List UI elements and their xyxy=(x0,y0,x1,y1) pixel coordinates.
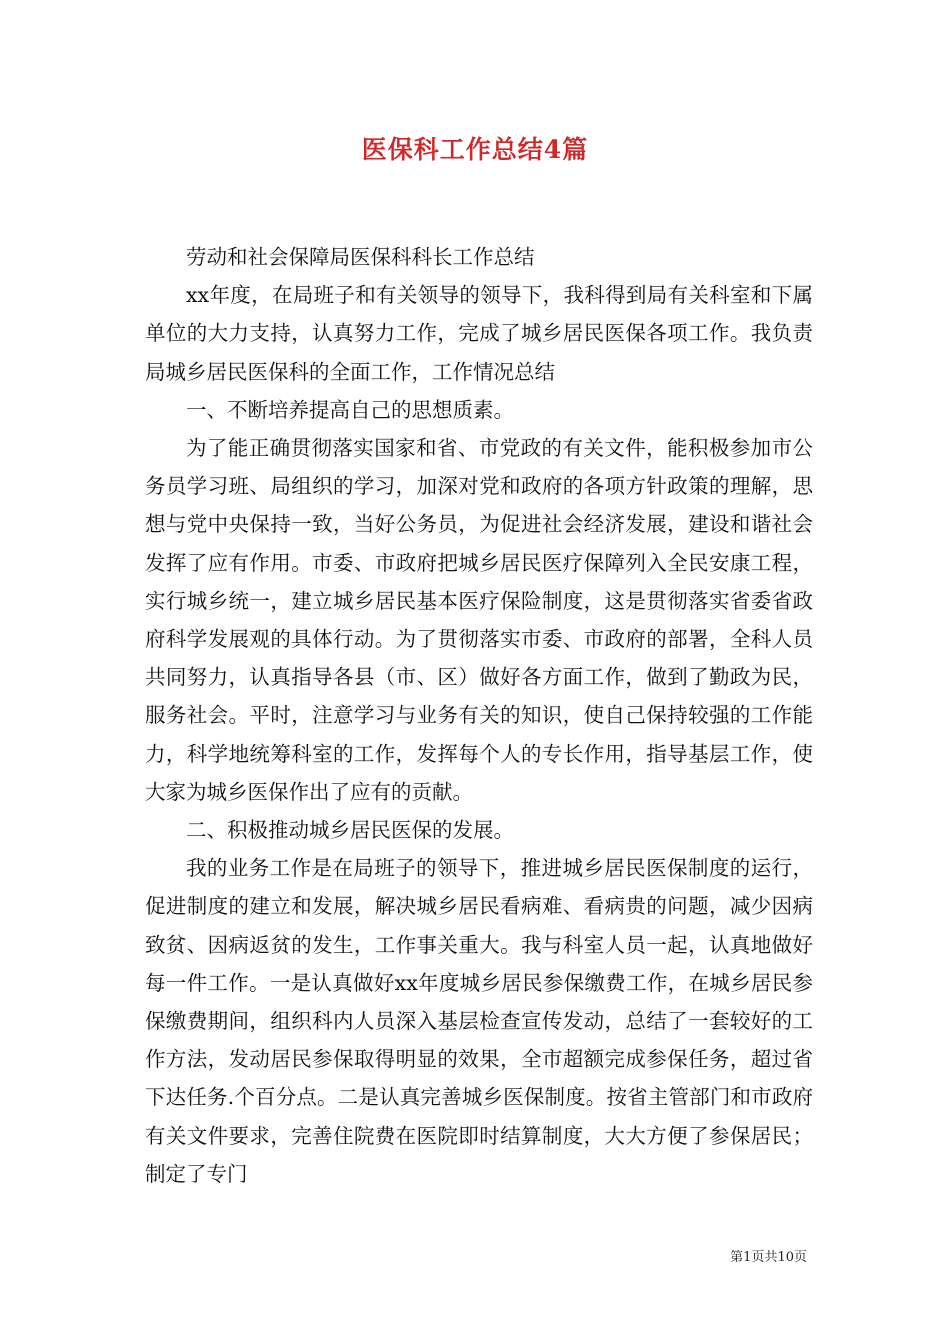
paragraph-intro: xx年度，在局班子和有关领导的领导下，我科得到局有关科室和下属单位的大力支持，认真努力工作，完成了城乡居民医保各项工作。我负责局城乡居民医保科的全面工作，工作情况总结 xyxy=(145,283,813,384)
page-number-footer: 第1页共10页 xyxy=(730,1250,807,1265)
section-heading-2: 二、积极推动城乡居民医保的发展。 xyxy=(186,818,514,843)
document-title: 医保科工作总结4篇 xyxy=(361,135,589,164)
paragraph-section-2: 我的业务工作是在局班子的领导下，推进城乡居民医保制度的运行，促进制度的建立和发展，解决城乡居民看病难、看病贵的问题，减少因病致贫、因病返贫的发生，工作事关重大。我与科室人员一起，认真地做好每一件工作。一是认真做好xx年度城乡居民参保缴费工作，在城乡居民参保缴费期间，组织科内人员深入基层检查宣传发动，总结了一套较好的工作方法，发动居民参保取得明显的效果，全市超额完成参保任务，超过省下达任务.个百分点。二是认真完善城乡医保制度。按省主管部门和市政府有关文件要求，完善住院费在医院即时结算制度，大大方便了参保居民；制定了专门 xyxy=(145,856,813,1186)
document-body xyxy=(145,238,813,1193)
paragraph-subtitle: 劳动和社会保障局医保科科长工作总结 xyxy=(186,245,535,269)
section-heading-1: 一、不断培养提高自己的思想质素。 xyxy=(186,397,514,422)
paragraph-section-1: 为了能正确贯彻落实国家和省、市党政的有关文件，能积极参加市公务员学习班、局组织的学习，加深对党和政府的各项方针政策的理解，思想与党中央保持一致，当好公务员，为促进社会经济发展，建设和谐社会发挥了应有作用。市委、市政府把城乡居民医疗保障列入全民安康工程，实行城乡统一，建立城乡居民基本医疗保险制度，这是贯彻落实省委省政府科学发展观的具体行动。为了贯彻落实市委、市政府的部署，全科人员共同努力，认真指导各县（市、区）做好各方面工作，做到了勤政为民，服务社会。平时，注意学习与业务有关的知识，使自己保持较强的工作能力，科学地统筹科室的工作，发挥每个人的专长作用，指导基层工作，使大家为城乡医保作出了应有的贡献。 xyxy=(145,436,813,804)
